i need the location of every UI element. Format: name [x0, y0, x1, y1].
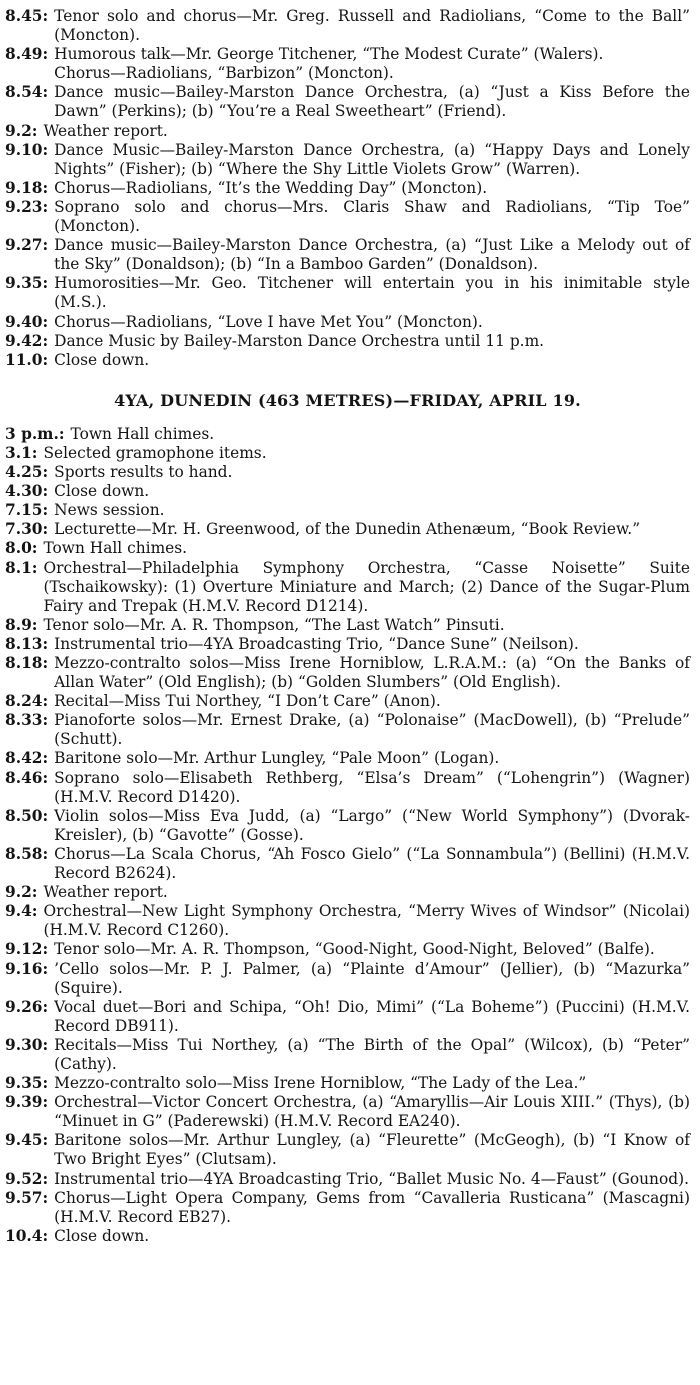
entry-time: 3.1: — [5, 443, 38, 462]
entry-time: 8.1: — [5, 558, 38, 577]
entry-time: 8.50: — [5, 806, 49, 825]
programme-entry — [5, 539, 690, 558]
programme-entry — [5, 845, 690, 883]
entry-time: 9.30: — [5, 1035, 49, 1054]
entry-text: Soprano solo—Elisabeth Rethberg, “Elsa’s Dream” (“Lohengrin”) (Wagner) (H.M.V. Record D1420). — [54, 768, 690, 806]
programme-entry — [5, 1189, 690, 1227]
programme-entry — [5, 1170, 690, 1189]
entry-text: Chorus—Light Opera Company, Gems from “Cavalleria Rusticana” (Mascagni) (H.M.V. Record EB27). — [54, 1188, 690, 1226]
entry-text: Lecturette—Mr. H. Greenwood, of the Dunedin Athenæum, “Book Review.” — [54, 520, 641, 539]
programme-entry — [5, 198, 690, 236]
programme-entry — [5, 960, 690, 998]
entry-time: 8.9: — [5, 615, 38, 634]
entry-text: Chorus—Radiolians, “Love I have Met You” (Moncton). — [54, 312, 483, 331]
entry-text-wrap — [54, 45, 690, 83]
programme-entry — [5, 559, 690, 616]
entry-time: 9.35: — [5, 274, 49, 293]
programme-entry — [5, 45, 690, 83]
programme-entry — [5, 1093, 690, 1131]
entry-text: Recital—Miss Tui Northey, “I Don’t Care” (Anon). — [54, 692, 441, 711]
entry-text: ’Cello solos—Mr. P. J. Palmer, (a) “Plainte d’Amour” (Jellier), (b) “Mazurka” (Squire). — [54, 959, 690, 997]
entry-text: Close down. — [54, 1226, 150, 1245]
entry-time: 8.46: — [5, 768, 49, 787]
entry-time: 8.58: — [5, 844, 49, 863]
entry-text: Violin solos—Miss Eva Judd, (a) “Largo” (“New World Symphony”) (Dvorak-Kreisler), (b) “Gavotte” (Gosse). — [54, 806, 690, 844]
programme-entry — [5, 692, 690, 711]
entry-text: Chorus—La Scala Chorus, “Ah Fosco Gielo” (“La Sonnambula”) (Bellini) (H.M.V. Record B2624). — [54, 844, 690, 883]
entry-text: Chorus—Radiolians, “It’s the Wedding Day” (Moncton). — [54, 178, 488, 197]
entry-time: 8.18: — [5, 654, 49, 672]
entry-text: Sports results to hand. — [54, 463, 233, 482]
entry-time: 9.4: — [5, 902, 38, 921]
programme-entry — [5, 1074, 690, 1093]
entry-time: 4.30: — [5, 482, 49, 501]
entry-text: Weather report. — [43, 883, 168, 902]
programme-entry — [5, 1131, 690, 1169]
entry-text: News session. — [54, 501, 165, 520]
entry-time: 8.0: — [5, 539, 38, 558]
entry-time: 9.57: — [5, 1188, 49, 1207]
entry-time: 9.40: — [5, 312, 49, 331]
programme-entry — [5, 807, 690, 845]
programme-entry — [5, 940, 690, 959]
entry-time: 8.24: — [5, 692, 49, 711]
programme-entry — [5, 444, 690, 463]
programme-entry — [5, 274, 690, 312]
entry-continuation: Chorus—Radiolians, “Barbizon” (Moncton). — [54, 64, 394, 83]
entry-time: 9.42: — [5, 331, 49, 350]
entry-time: 9.52: — [5, 1169, 49, 1188]
entry-text: Dance music—Bailey-Marston Dance Orchestra, (a) “Just a Kiss Before the Dawn” (Perkins); (b) “You’re a Real Sweetheart” (Friend). — [54, 83, 690, 121]
programme-entry — [5, 425, 690, 444]
entry-text: Mezzo-contralto solo—Miss Irene Horniblow, “The Lady of the Lea.” — [54, 1074, 587, 1093]
entry-time: 9.26: — [5, 997, 49, 1016]
programme-entry — [5, 769, 690, 807]
programme-entry — [5, 635, 690, 654]
entry-time: 9.23: — [5, 197, 49, 216]
programme-entry — [5, 749, 690, 768]
entry-time: 9.2: — [5, 883, 38, 902]
programme-entry — [5, 482, 690, 501]
entry-time: 9.18: — [5, 178, 49, 197]
entry-text: Recitals—Miss Tui Northey, (a) “The Birth of the Opal” (Wilcox), (b) “Peter” (Cathy). — [54, 1035, 690, 1073]
entry-time: 8.49: — [5, 45, 49, 64]
entry-time: 8.42: — [5, 749, 49, 768]
entry-time: 8.13: — [5, 634, 49, 653]
entry-text: Humorous talk—Mr. George Titchener, “The Modest Curate” (Walers). — [54, 45, 604, 64]
entry-text: Town Hall chimes. — [43, 539, 188, 558]
entry-text: Tenor solo and chorus—Mr. Greg. Russell and Radiolians, “Come to the Ball” (Moncton). — [54, 7, 690, 45]
programme-entry — [5, 463, 690, 482]
entry-text: Instrumental trio—4YA Broadcasting Trio, “Ballet Music No. 4—Faust” (Gounod). — [54, 1169, 689, 1188]
entry-time: 7.15: — [5, 501, 49, 520]
entry-text: Dance Music—Bailey-Marston Dance Orchestra, (a) “Happy Days and Lonely Nights” (Fisher); (b) “Where the Shy Little Violets Grow” (Warren). — [54, 140, 690, 178]
entry-text: Dance music—Bailey-Marston Dance Orchestra, (a) “Just Like a Melody out of the Sky” (Donaldson); (b) “In a Bamboo Garden” (Donaldson). — [54, 236, 690, 274]
entry-text: Selected gramophone items. — [43, 443, 267, 462]
programme-entry — [5, 902, 690, 940]
programme-entry — [5, 1036, 690, 1074]
entry-text: Baritone solos—Mr. Arthur Lungley, (a) “Fleurette” (McGeogh), (b) “I Know of Two Bright Eyes” (Clutsam). — [54, 1131, 690, 1169]
entry-time: 8.45: — [5, 7, 49, 25]
section-evening-programme — [5, 7, 690, 370]
entry-text: Tenor solo—Mr. A. R. Thompson, “The Last Watch” Pinsuti. — [43, 615, 505, 634]
programme-entry — [5, 1227, 690, 1246]
entry-time: 9.12: — [5, 940, 49, 959]
programme-entry — [5, 520, 690, 539]
entry-text: Close down. — [54, 350, 150, 369]
entry-text: Orchestral—New Light Symphony Orchestra, “Merry Wives of Windsor” (Nicolai) (H.M.V. Record C1260). — [43, 902, 690, 940]
entry-text: Instrumental trio—4YA Broadcasting Trio, “Dance Sune” (Neilson). — [54, 634, 579, 653]
entry-text: Weather report. — [43, 121, 168, 140]
entry-text: Orchestral—Victor Concert Orchestra, (a) “Amaryllis—Air Louis XIII.” (Thys), (b) “Minuet in G” (Paderewski) (H.M.V. Record EA240). — [54, 1093, 690, 1131]
entry-text: Tenor solo—Mr. A. R. Thompson, “Good-Night, Good-Night, Beloved” (Balfe). — [54, 940, 655, 959]
programme-entry — [5, 998, 690, 1036]
programme-entry — [5, 711, 690, 749]
programme-entry — [5, 7, 690, 45]
entry-time: 8.54: — [5, 83, 49, 102]
entry-time: 9.45: — [5, 1131, 49, 1150]
entry-text: Vocal duet—Bori and Schipa, “Oh! Dio, Mimi” (“La Boheme”) (Puccini) (H.M.V. Record DB911). — [54, 997, 690, 1035]
programme-entry — [5, 236, 690, 274]
programme-entry — [5, 313, 690, 332]
entry-text: Baritone solo—Mr. Arthur Lungley, “Pale Moon” (Logan). — [54, 749, 500, 768]
entry-time: 9.35: — [5, 1074, 49, 1093]
entry-text: Pianoforte solos—Mr. Ernest Drake, (a) “Polonaise” (MacDowell), (b) “Prelude” (Schutt). — [54, 711, 690, 749]
entry-text: Close down. — [54, 482, 150, 501]
entry-time: 8.33: — [5, 711, 49, 730]
entry-text: Orchestral—Philadelphia Symphony Orchestra, “Casse Noisette” Suite (Tschaikowsky): (1) Overture Miniature and March; (2) Dance of the Sugar-Plum Fairy and Trepak (H.M.V. Record D1214). — [43, 558, 690, 615]
programme-entry — [5, 501, 690, 520]
entry-text: Humorosities—Mr. Geo. Titchener will entertain you in his inimitable style (M.S.). — [54, 274, 690, 312]
station-heading: 4YA, DUNEDIN (463 METRES)—FRIDAY, APRIL 19. — [114, 390, 581, 410]
programme-entry — [5, 654, 690, 692]
programme-entry — [5, 351, 690, 370]
programme-entry — [5, 332, 690, 351]
entry-time: 10.4: — [5, 1226, 49, 1245]
entry-time: 9.39: — [5, 1093, 49, 1112]
entry-text: Dance Music by Bailey-Marston Dance Orchestra until 11 p.m. — [54, 331, 545, 350]
programme-entry — [5, 122, 690, 141]
section-4ya-dunedin — [5, 425, 690, 1246]
entry-time: 9.27: — [5, 236, 49, 255]
entry-time: 9.10: — [5, 140, 49, 159]
entry-text-wrap — [54, 1227, 690, 1246]
entry-text: Town Hall chimes. — [70, 424, 215, 443]
programme-entry — [5, 616, 690, 635]
programme-entry — [5, 883, 690, 902]
entry-text: Mezzo-contralto solos—Miss Irene Horniblow, L.R.A.M.: (a) “On the Banks of Allan Water” (Old English); (b) “Golden Slumbers” (Old English). — [54, 654, 690, 692]
entry-text: Soprano solo and chorus—Mrs. Claris Shaw and Radiolians, “Tip Toe” (Moncton). — [54, 197, 690, 236]
entry-time: 11.0: — [5, 350, 49, 369]
entry-time: 3 p.m.: — [5, 424, 65, 443]
programme-entry — [5, 83, 690, 121]
entry-time: 7.30: — [5, 520, 49, 539]
entry-time: 4.25: — [5, 463, 49, 482]
programme-entry — [5, 179, 690, 198]
entry-time: 9.16: — [5, 959, 49, 978]
entry-time: 9.2: — [5, 121, 38, 140]
programme-entry — [5, 141, 690, 179]
